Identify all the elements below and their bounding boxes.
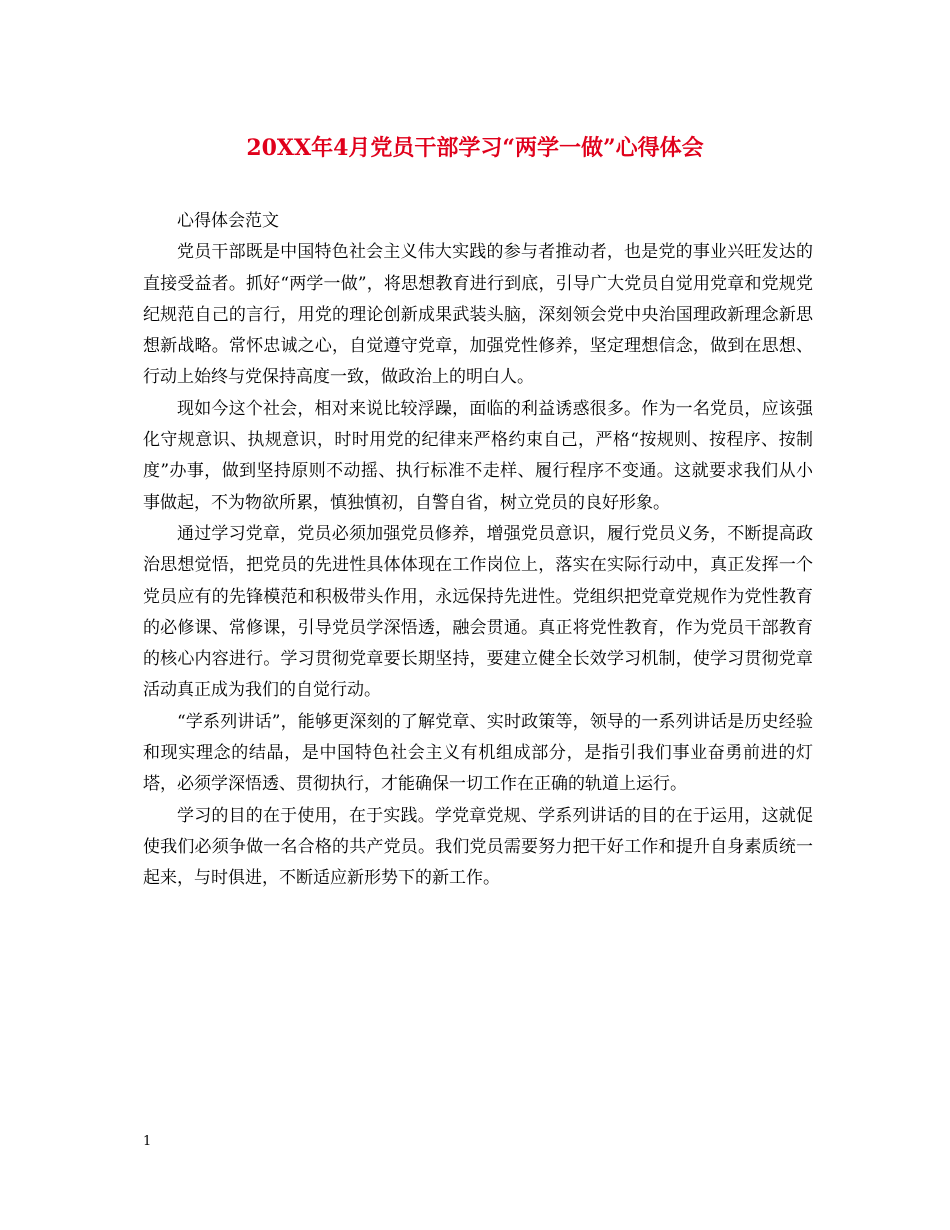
document-body: [143, 206, 813, 895]
paragraph-subtitle: 心得体会范文: [177, 211, 279, 231]
paragraph-2: 现如今这个社会，相对来说比较浮躁，面临的利益诱惑很多。作为一名党员，应该强化守规意识、执规意识，时时用党的纪律来严格约束自己，严格“按规则、按程序、按制度”办事，做到坚持原则不动摇、执行标准不走样、履行程序不变通。这就要求我们从小事做起，不为物欲所累，慎独慎初，自警自省，树立党员的良好形象。: [143, 398, 813, 513]
paragraph-3: 通过学习党章，党员必须加强党员修养，增强党员意识，履行党员义务，不断提高政治思想觉悟，把党员的先进性具体体现在工作岗位上，落实在实际行动中，真正发挥一个党员应有的先锋模范和积极带头作用，永远保持先进性。党组织把党章党规作为党性教育的必修课、常修课，引导党员学深悟透，融会贯通。真正将党性教育，作为党员干部教育的核心内容进行。学习贯彻党章要长期坚持，要建立健全长效学习机制，使学习贯彻党章活动真正成为我们的自觉行动。: [143, 523, 813, 701]
page-number: 1: [143, 1134, 152, 1149]
paragraph-4: “学系列讲话”，能够更深刻的了解党章、实时政策等，领导的一系列讲话是历史经验和现实理念的结晶，是中国特色社会主义有机组成部分，是指引我们事业奋勇前进的灯塔，必须学深悟透、贯彻执行，才能确保一切工作在正确的轨道上运行。: [143, 711, 813, 795]
document-title: 20XX年4月党员干部学习“两学一做”心得体会: [246, 135, 704, 161]
paragraph-1: 党员干部既是中国特色社会主义伟大实践的参与者推动者，也是党的事业兴旺发达的直接受益者。抓好“两学一做”，将思想教育进行到底，引导广大党员自觉用党章和党规党纪规范自己的言行，用党的理论创新成果武装头脑，深刻领会党中央治国理政新理念新思想新战略。常怀忠诚之心，自觉遵守党章，加强党性修养，坚定理想信念，做到在思想、行动上始终与党保持高度一致，做政治上的明白人。: [143, 242, 813, 388]
paragraph-5: 学习的目的在于使用，在于实践。学党章党规、学系列讲话的目的在于运用，这就促使我们必须争做一名合格的共产党员。我们党员需要努力把干好工作和提升自身素质统一起来，与时俱进，不断适应新形势下的新工作。: [143, 805, 813, 889]
